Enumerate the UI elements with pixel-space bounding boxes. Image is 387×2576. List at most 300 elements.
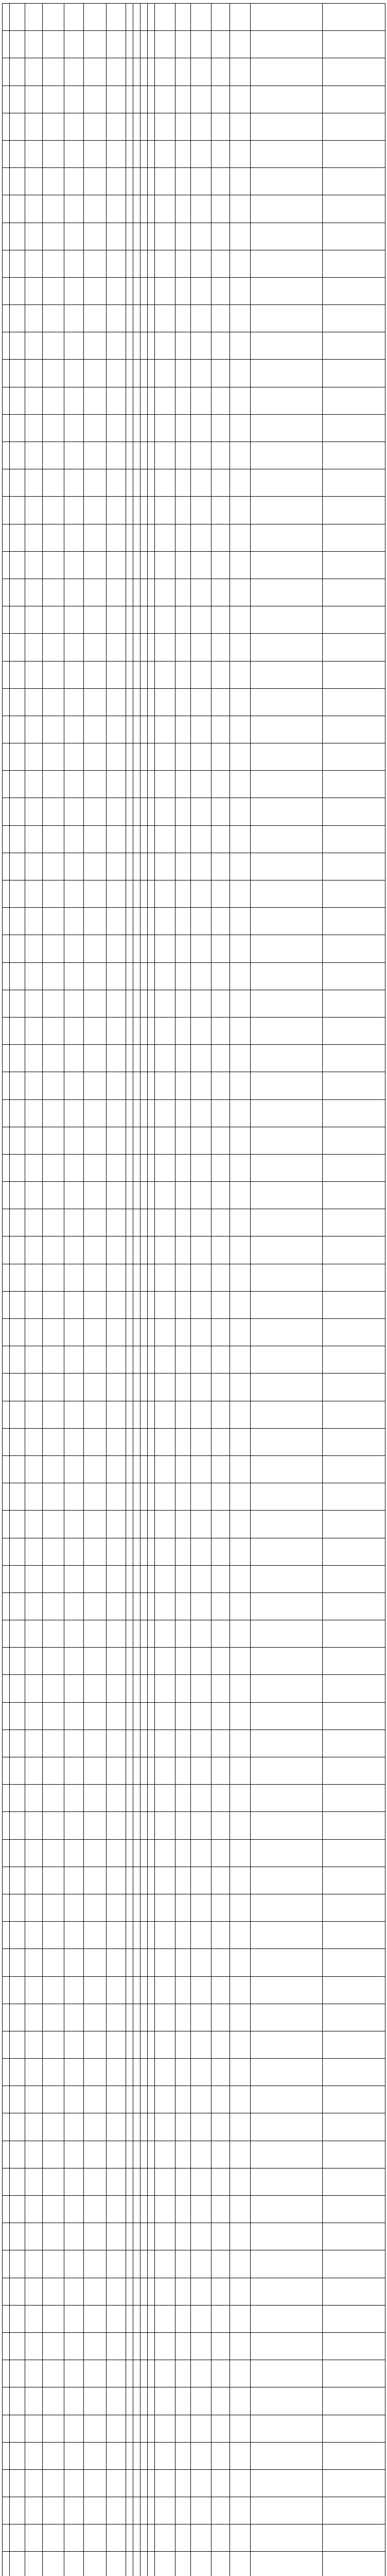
table-cell xyxy=(126,908,133,935)
table-cell xyxy=(107,1154,126,1181)
table-cell xyxy=(191,1648,212,1675)
table-cell xyxy=(84,2196,107,2223)
table-row xyxy=(3,1785,385,1812)
table-cell xyxy=(43,2332,64,2360)
table-cell xyxy=(191,1730,212,1757)
table-cell xyxy=(140,305,148,332)
table-cell xyxy=(148,1455,155,1483)
table-cell xyxy=(212,1017,230,1044)
table-cell xyxy=(140,1922,148,1949)
table-cell xyxy=(140,1675,148,1702)
table-cell xyxy=(155,1702,175,1730)
table-cell xyxy=(10,1538,25,1565)
table-cell xyxy=(323,798,385,825)
table-cell xyxy=(10,1236,25,1264)
table-cell xyxy=(155,606,175,634)
table-cell xyxy=(251,743,323,771)
table-cell xyxy=(212,825,230,853)
table-cell xyxy=(323,1291,385,1318)
table-cell xyxy=(107,1428,126,1455)
table-cell xyxy=(126,414,133,442)
table-cell xyxy=(84,1045,107,1072)
table-cell xyxy=(148,1730,155,1757)
table-cell xyxy=(212,442,230,469)
table-cell xyxy=(107,1401,126,1428)
table-cell xyxy=(251,250,323,277)
table-cell xyxy=(84,1099,107,1127)
table-cell xyxy=(323,1757,385,1785)
table-cell xyxy=(230,2360,251,2387)
table-cell xyxy=(43,1675,64,1702)
table-cell xyxy=(323,1072,385,1099)
table-cell xyxy=(43,1976,64,2004)
table-cell xyxy=(230,2113,251,2141)
table-cell xyxy=(175,1867,191,1894)
table-cell xyxy=(10,2524,25,2552)
table-cell xyxy=(251,1511,323,1538)
table-cell xyxy=(25,2086,43,2113)
table-cell xyxy=(126,798,133,825)
table-cell xyxy=(43,853,64,880)
table-cell xyxy=(155,277,175,304)
table-cell xyxy=(25,716,43,743)
table-cell xyxy=(140,2387,148,2415)
job-position-table xyxy=(2,3,385,2576)
table-cell xyxy=(3,2223,10,2250)
table-row xyxy=(3,798,385,825)
table-cell xyxy=(323,1346,385,1374)
table-cell xyxy=(148,360,155,387)
table-cell xyxy=(251,1374,323,1401)
table-cell xyxy=(148,771,155,798)
table-cell xyxy=(84,2086,107,2113)
table-cell xyxy=(140,1127,148,1154)
table-cell xyxy=(64,2387,84,2415)
table-cell xyxy=(107,1730,126,1757)
table-cell xyxy=(230,935,251,962)
table-cell xyxy=(10,2360,25,2387)
table-cell xyxy=(43,442,64,469)
table-cell xyxy=(148,551,155,579)
table-cell xyxy=(64,1894,84,1921)
table-cell xyxy=(212,1346,230,1374)
table-row xyxy=(3,2278,385,2305)
table-cell xyxy=(175,1839,191,1867)
table-cell xyxy=(43,1511,64,1538)
table-cell xyxy=(155,4,175,31)
table-cell xyxy=(140,743,148,771)
table-cell xyxy=(212,798,230,825)
table-cell xyxy=(3,442,10,469)
table-cell xyxy=(175,524,191,551)
table-cell xyxy=(64,1346,84,1374)
table-cell xyxy=(84,2004,107,2031)
table-cell xyxy=(155,1264,175,1291)
table-cell xyxy=(25,2442,43,2469)
table-cell xyxy=(155,31,175,58)
table-cell xyxy=(25,1319,43,1346)
table-row xyxy=(3,387,385,414)
table-cell xyxy=(191,195,212,223)
table-cell xyxy=(323,2031,385,2058)
table-cell xyxy=(230,113,251,140)
table-cell xyxy=(25,1949,43,1976)
table-cell xyxy=(126,1922,133,1949)
table-cell xyxy=(323,2113,385,2141)
table-cell xyxy=(230,1757,251,1785)
table-cell xyxy=(25,1648,43,1675)
table-cell xyxy=(25,1483,43,1511)
table-cell xyxy=(43,1894,64,1921)
table-cell xyxy=(323,1812,385,1839)
table-cell xyxy=(133,58,140,86)
table-cell xyxy=(107,1757,126,1785)
table-cell xyxy=(323,2332,385,2360)
table-cell xyxy=(251,1785,323,1812)
table-cell xyxy=(148,1428,155,1455)
table-cell xyxy=(64,1374,84,1401)
table-cell xyxy=(155,497,175,524)
table-cell xyxy=(140,2278,148,2305)
table-cell xyxy=(84,1017,107,1044)
table-cell xyxy=(148,1182,155,1209)
table-cell xyxy=(25,2524,43,2552)
table-cell xyxy=(191,2196,212,2223)
table-cell xyxy=(251,524,323,551)
table-cell xyxy=(230,2250,251,2278)
table-cell xyxy=(212,1483,230,1511)
table-cell xyxy=(107,1538,126,1565)
table-cell xyxy=(155,113,175,140)
table-cell xyxy=(323,387,385,414)
table-cell xyxy=(140,497,148,524)
table-cell xyxy=(3,497,10,524)
table-cell xyxy=(251,1291,323,1318)
table-cell xyxy=(251,2497,323,2524)
table-cell xyxy=(191,579,212,606)
table-cell xyxy=(191,634,212,661)
table-cell xyxy=(126,1236,133,1264)
table-cell xyxy=(3,579,10,606)
table-cell xyxy=(323,1867,385,1894)
table-cell xyxy=(10,1099,25,1127)
table-cell xyxy=(84,661,107,688)
table-cell xyxy=(323,1319,385,1346)
table-cell xyxy=(84,962,107,990)
table-cell xyxy=(191,1127,212,1154)
table-cell xyxy=(84,1592,107,1620)
table-cell xyxy=(64,1675,84,1702)
table-cell xyxy=(175,1565,191,1592)
table-cell xyxy=(84,1154,107,1181)
table-row xyxy=(3,688,385,716)
table-cell xyxy=(25,168,43,195)
table-cell xyxy=(10,277,25,304)
table-cell xyxy=(43,2278,64,2305)
table-cell xyxy=(10,1565,25,1592)
table-cell xyxy=(175,1976,191,2004)
table-cell xyxy=(212,1565,230,1592)
table-cell xyxy=(323,2278,385,2305)
table-cell xyxy=(140,524,148,551)
table-cell xyxy=(126,2059,133,2086)
table-cell xyxy=(230,497,251,524)
table-cell xyxy=(43,1319,64,1346)
table-cell xyxy=(140,2004,148,2031)
table-cell xyxy=(155,1976,175,2004)
table-cell xyxy=(126,1565,133,1592)
table-cell xyxy=(155,1127,175,1154)
table-cell xyxy=(323,1455,385,1483)
table-cell xyxy=(64,1154,84,1181)
table-cell xyxy=(126,1319,133,1346)
table-cell xyxy=(175,661,191,688)
table-cell xyxy=(64,2360,84,2387)
table-cell xyxy=(43,2004,64,2031)
table-cell xyxy=(148,4,155,31)
table-cell xyxy=(43,414,64,442)
table-cell xyxy=(175,2059,191,2086)
table-cell xyxy=(25,58,43,86)
table-cell xyxy=(10,1867,25,1894)
table-cell xyxy=(43,1182,64,1209)
table-row xyxy=(3,250,385,277)
table-row xyxy=(3,1592,385,1620)
table-cell xyxy=(212,1099,230,1127)
table-cell xyxy=(3,1209,10,1236)
table-row xyxy=(3,2305,385,2332)
table-cell xyxy=(148,2442,155,2469)
table-cell xyxy=(175,1894,191,1921)
table-cell xyxy=(251,1538,323,1565)
table-cell xyxy=(148,2469,155,2497)
table-cell xyxy=(10,880,25,908)
table-cell xyxy=(251,360,323,387)
table-cell xyxy=(25,1785,43,1812)
table-cell xyxy=(212,31,230,58)
table-cell xyxy=(3,1894,10,1921)
table-cell xyxy=(175,1675,191,1702)
table-row xyxy=(3,58,385,86)
table-cell xyxy=(43,2552,64,2576)
table-cell xyxy=(175,1648,191,1675)
table-cell xyxy=(212,1182,230,1209)
table-cell xyxy=(126,250,133,277)
table-cell xyxy=(230,1675,251,1702)
table-cell xyxy=(43,58,64,86)
table-cell xyxy=(212,962,230,990)
table-row xyxy=(3,1730,385,1757)
table-cell xyxy=(230,2004,251,2031)
table-cell xyxy=(133,1538,140,1565)
table-cell xyxy=(323,58,385,86)
table-cell xyxy=(133,1455,140,1483)
table-cell xyxy=(230,1839,251,1867)
table-cell xyxy=(84,1922,107,1949)
table-cell xyxy=(84,1894,107,1921)
table-cell xyxy=(175,1483,191,1511)
table-cell xyxy=(323,880,385,908)
table-cell xyxy=(323,853,385,880)
table-cell xyxy=(64,1922,84,1949)
table-cell xyxy=(107,2223,126,2250)
table-cell xyxy=(230,1620,251,1648)
table-cell xyxy=(212,1374,230,1401)
table-cell xyxy=(3,1757,10,1785)
table-cell xyxy=(323,1976,385,2004)
table-cell xyxy=(251,990,323,1017)
table-cell xyxy=(251,113,323,140)
table-cell xyxy=(133,1483,140,1511)
table-cell xyxy=(251,2552,323,2576)
table-cell xyxy=(10,716,25,743)
table-cell xyxy=(84,1976,107,2004)
table-cell xyxy=(251,1209,323,1236)
table-cell xyxy=(251,1483,323,1511)
table-cell xyxy=(323,1236,385,1264)
table-cell xyxy=(10,798,25,825)
table-cell xyxy=(251,1949,323,1976)
table-cell xyxy=(10,2278,25,2305)
table-cell xyxy=(251,962,323,990)
table-cell xyxy=(3,113,10,140)
table-cell xyxy=(3,935,10,962)
table-cell xyxy=(175,1319,191,1346)
table-cell xyxy=(148,2552,155,2576)
table-cell xyxy=(230,1291,251,1318)
table-cell xyxy=(212,1785,230,1812)
table-cell xyxy=(230,2168,251,2195)
table-cell xyxy=(148,2223,155,2250)
table-cell xyxy=(3,908,10,935)
table-cell xyxy=(148,579,155,606)
table-cell xyxy=(126,743,133,771)
table-cell xyxy=(323,1592,385,1620)
table-cell xyxy=(191,2415,212,2442)
table-cell xyxy=(212,1976,230,2004)
table-cell xyxy=(107,360,126,387)
table-cell xyxy=(212,716,230,743)
table-row xyxy=(3,1264,385,1291)
table-cell xyxy=(43,2442,64,2469)
table-cell xyxy=(107,1867,126,1894)
table-cell xyxy=(25,442,43,469)
table-cell xyxy=(175,332,191,360)
table-cell xyxy=(212,1538,230,1565)
table-cell xyxy=(107,825,126,853)
table-cell xyxy=(107,798,126,825)
table-cell xyxy=(107,1264,126,1291)
table-cell xyxy=(155,2469,175,2497)
table-cell xyxy=(140,1538,148,1565)
table-cell xyxy=(148,1675,155,1702)
table-cell xyxy=(251,771,323,798)
table-cell xyxy=(251,305,323,332)
table-cell xyxy=(148,1922,155,1949)
table-cell xyxy=(191,1099,212,1127)
table-cell xyxy=(126,1291,133,1318)
table-cell xyxy=(64,195,84,223)
table-cell xyxy=(175,798,191,825)
table-cell xyxy=(323,551,385,579)
table-cell xyxy=(126,1976,133,2004)
table-cell xyxy=(10,1511,25,1538)
table-cell xyxy=(3,962,10,990)
table-cell xyxy=(323,86,385,113)
table-cell xyxy=(10,58,25,86)
table-cell xyxy=(212,1867,230,1894)
table-cell xyxy=(25,4,43,31)
table-cell xyxy=(191,1236,212,1264)
table-cell xyxy=(25,1455,43,1483)
table-cell xyxy=(43,469,64,497)
table-cell xyxy=(155,2141,175,2168)
table-cell xyxy=(191,58,212,86)
table-cell xyxy=(10,113,25,140)
table-cell xyxy=(84,1867,107,1894)
table-cell xyxy=(148,1401,155,1428)
table-cell xyxy=(140,1319,148,1346)
table-cell xyxy=(64,634,84,661)
table-cell xyxy=(107,2004,126,2031)
table-cell xyxy=(140,1236,148,1264)
table-cell xyxy=(251,86,323,113)
table-cell xyxy=(155,2223,175,2250)
table-cell xyxy=(64,4,84,31)
table-cell xyxy=(25,579,43,606)
table-cell xyxy=(84,1291,107,1318)
table-cell xyxy=(64,1949,84,1976)
table-cell xyxy=(43,2387,64,2415)
table-cell xyxy=(251,1401,323,1428)
table-cell xyxy=(10,442,25,469)
table-cell xyxy=(133,2332,140,2360)
table-cell xyxy=(10,1455,25,1483)
table-cell xyxy=(230,2469,251,2497)
table-cell xyxy=(84,2469,107,2497)
table-cell xyxy=(3,2278,10,2305)
table-cell xyxy=(148,825,155,853)
table-cell xyxy=(251,1922,323,1949)
table-cell xyxy=(230,524,251,551)
table-cell xyxy=(25,688,43,716)
table-row xyxy=(3,1017,385,1044)
table-cell xyxy=(126,113,133,140)
table-cell xyxy=(43,31,64,58)
table-cell xyxy=(191,771,212,798)
table-cell xyxy=(126,497,133,524)
table-cell xyxy=(107,1922,126,1949)
table-cell xyxy=(175,1099,191,1127)
table-cell xyxy=(148,2415,155,2442)
table-cell xyxy=(155,661,175,688)
table-cell xyxy=(25,1045,43,1072)
table-cell xyxy=(107,387,126,414)
table-cell xyxy=(148,798,155,825)
table-cell xyxy=(175,1264,191,1291)
table-cell xyxy=(140,168,148,195)
table-row xyxy=(3,1675,385,1702)
table-cell xyxy=(251,1675,323,1702)
table-cell xyxy=(148,1374,155,1401)
table-cell xyxy=(212,277,230,304)
table-cell xyxy=(175,1127,191,1154)
table-cell xyxy=(84,2497,107,2524)
table-cell xyxy=(43,1702,64,1730)
table-cell xyxy=(10,497,25,524)
table-cell xyxy=(64,2305,84,2332)
table-cell xyxy=(251,2415,323,2442)
